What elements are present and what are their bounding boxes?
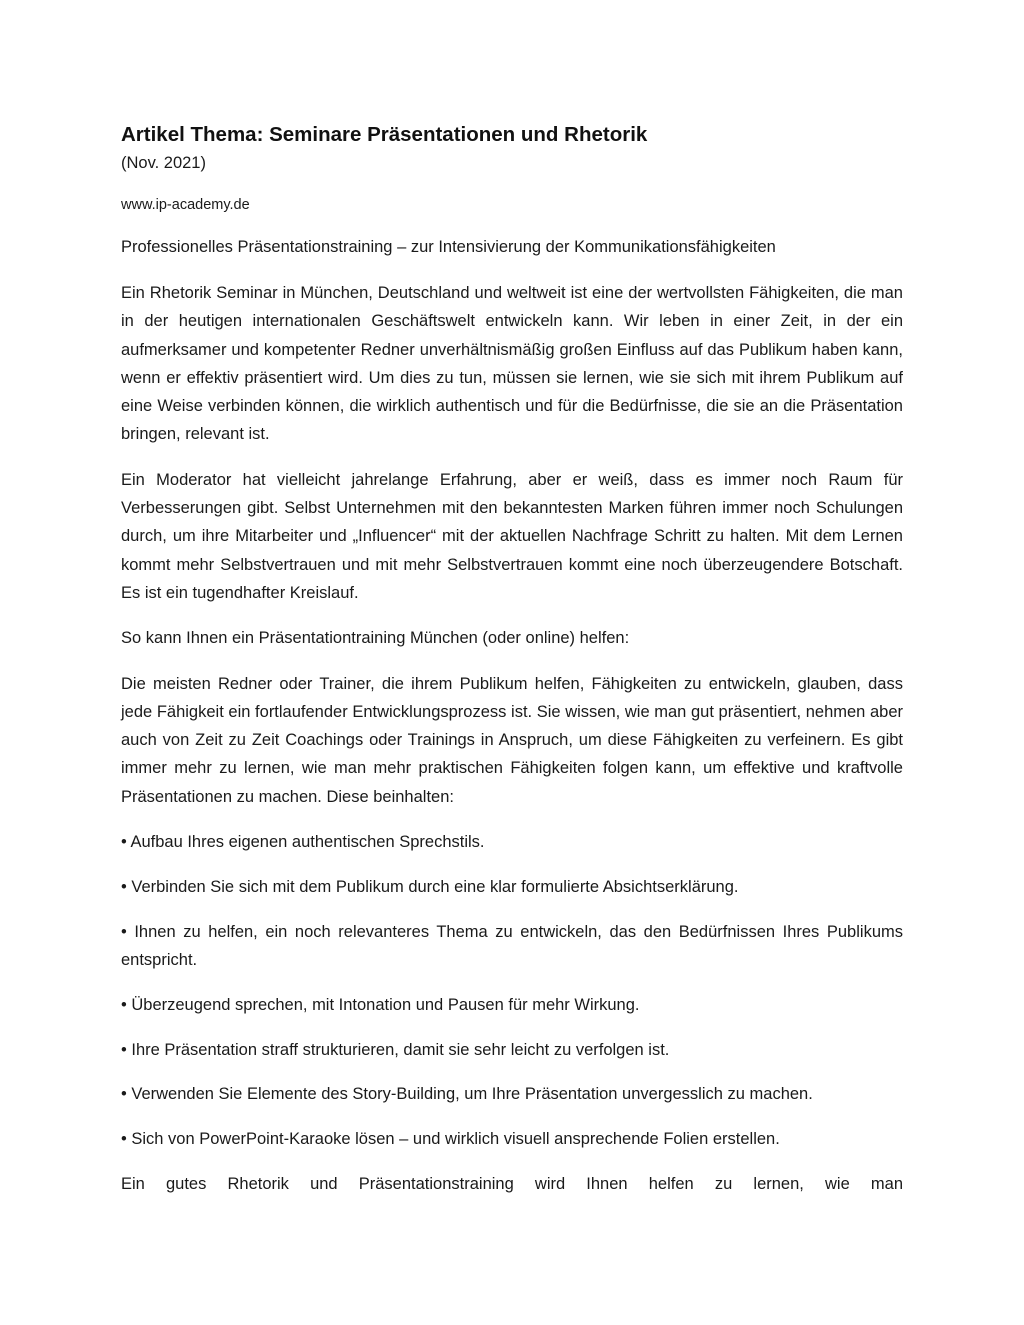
list-item: • Verbinden Sie sich mit dem Publikum durch eine klar formulierte Absichtserklärung. <box>121 877 739 896</box>
closing-line: Ein gutes Rhetorik und Präsentationstraining wird Ihnen helfen zu lernen, wie man <box>121 1174 903 1193</box>
intro-line: Professionelles Präsentationstraining – zur Intensivierung der Kommunikationsfähigkeiten <box>121 238 776 256</box>
list-item: • Überzeugend sprechen, mit Intonation und Pausen für mehr Wirkung. <box>121 995 640 1014</box>
article-title: Artikel Thema: Seminare Präsentationen und Rhetorik <box>121 123 648 146</box>
document-page <box>121 120 903 1198</box>
list-item: • Verwenden Sie Elemente des Story-Building, um Ihre Präsentation unvergesslich zu machen. <box>121 1085 813 1104</box>
list-item: • Sich von PowerPoint-Karaoke lösen – und wirklich visuell ansprechende Folien erstellen. <box>121 1130 780 1149</box>
paragraph-2: Ein Moderator hat vielleicht jahrelange Erfahrung, aber er weiß, dass es immer noch Raum für Verbesserungen gibt. Selbst Unternehmen mit den bekanntesten Marken führen immer noch Schulungen durch, um ihre Mitarbeiter und „Influencer“ mit der aktuellen Nachfrage Schritt zu halten. Mit dem Lernen kommt mehr Selbstvertrauen und mit mehr Selbstvertrauen kommt eine noch überzeugendere Botschaft. Es ist ein tugendhafter Kreislauf. <box>121 470 903 602</box>
paragraph-1: Ein Rhetorik Seminar in München, Deutschland und weltweit ist eine der wertvollsten Fähigkeiten, die man in der heutigen internationalen Geschäftswelt entwickeln kann. Wir leben in einer Zeit, in der ein aufmerksamer und kompetenter Redner unverhältnismäßig großen Einfluss auf das Publikum haben kann, wenn er effektiv präsentiert wird. Um dies zu tun, müssen sie lernen, wie sie sich mit ihrem Publikum auf eine Weise verbinden können, die wirklich authentisch und für die Bedürfnisse, die sie an die Präsentation bringen, relevant ist. <box>121 284 903 444</box>
list-item: • Aufbau Ihres eigenen authentischen Sprechstils. <box>121 833 485 852</box>
website-url: www.ip-academy.de <box>121 197 250 213</box>
paragraph-3: So kann Ihnen ein Präsentationtraining München (oder online) helfen: <box>121 629 630 648</box>
list-item: • Ihre Präsentation straff strukturieren, damit sie sehr leicht zu verfolgen ist. <box>121 1040 670 1059</box>
benefits-list <box>121 828 903 1153</box>
paragraph-4: Die meisten Redner oder Trainer, die ihrem Publikum helfen, Fähigkeiten zu entwickeln, glauben, dass jede Fähigkeit ein fortlaufender Entwicklungsprozess ist. Sie wissen, wie man gut präsentiert, nehmen aber auch von Zeit zu Zeit Coachings oder Trainings in Anspruch, um diese Fähigkeiten zu verfeinern. Es gibt immer mehr zu lernen, wie man mehr praktischen Fähigkeiten folgen kann, um effektive und kraftvolle Präsentationen zu machen. Diese beinhalten: <box>121 674 903 806</box>
list-item: • Ihnen zu helfen, ein noch relevanteres Thema zu entwickeln, das den Bedürfnissen Ihres Publikums entspricht. <box>121 922 903 969</box>
article-date: (Nov. 2021) <box>121 154 206 172</box>
